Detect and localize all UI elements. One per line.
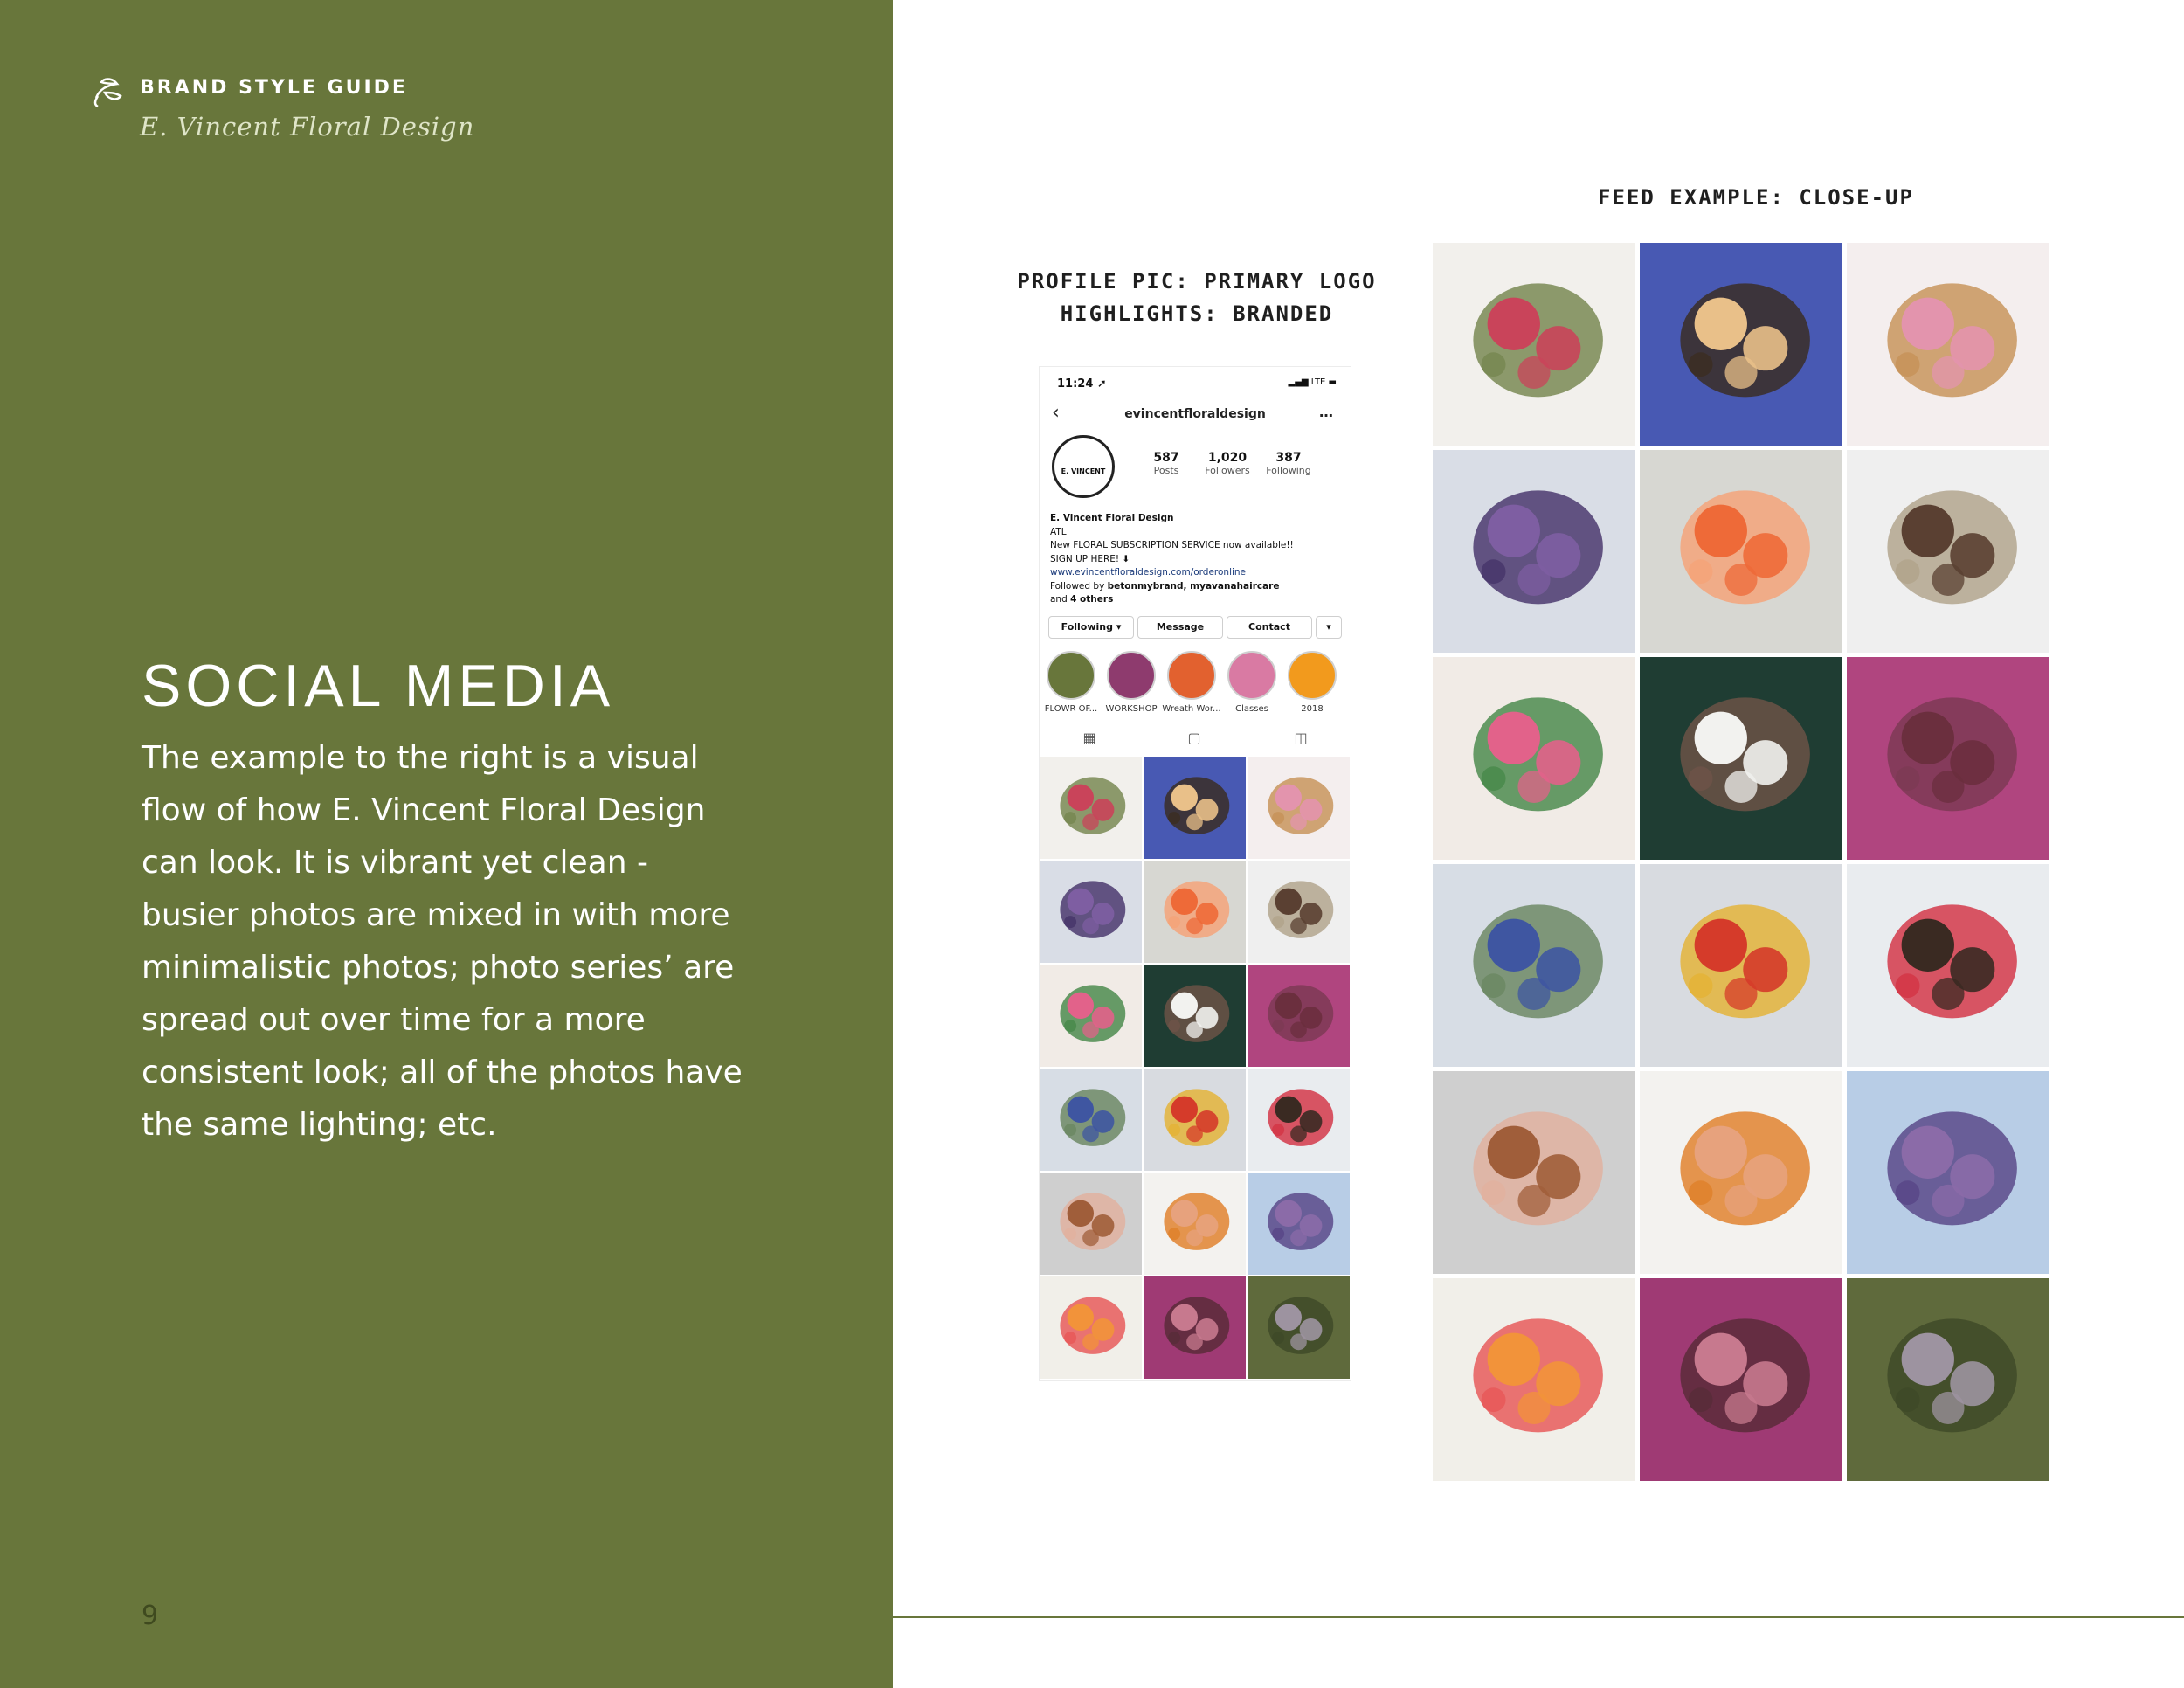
stat-followers-number: 1,020 (1207, 451, 1248, 465)
igtv-icon[interactable]: ▢ (1187, 730, 1201, 746)
photo-image (1040, 965, 1142, 1067)
grid-view-icon[interactable]: ▦ (1082, 730, 1096, 746)
and-prefix: and (1050, 594, 1071, 605)
photo-image (1144, 1276, 1246, 1379)
photo-image (1640, 450, 1842, 653)
dropdown-button[interactable]: ▾ (1316, 616, 1342, 639)
highlight-label: Wreath Wor... (1162, 704, 1221, 714)
feed-photo[interactable] (1847, 450, 2049, 653)
highlight-circle[interactable] (1288, 651, 1337, 700)
photo-image (1433, 243, 1635, 446)
profile-photo-grid (1040, 757, 1351, 1379)
feed-photo[interactable] (1640, 864, 1842, 1067)
profile-avatar[interactable] (1052, 435, 1115, 498)
back-icon[interactable]: ‹ (1052, 402, 1060, 424)
highlight-circle[interactable] (1227, 651, 1276, 700)
photo-image (1040, 1276, 1142, 1379)
photo-image (1640, 657, 1842, 860)
photo-image (1640, 864, 1842, 1067)
caption-highlights: HIGHLIGHTS: BRANDED (1060, 301, 1334, 326)
feed-photo[interactable] (1433, 243, 1635, 446)
profile-grid-photo[interactable] (1040, 1069, 1142, 1171)
highlight-circle[interactable] (1107, 651, 1156, 700)
photo-image (1847, 1278, 2049, 1481)
feed-photo[interactable] (1847, 1071, 2049, 1274)
photo-image (1248, 1173, 1350, 1275)
highlight-circle[interactable] (1167, 651, 1216, 700)
photo-image (1040, 757, 1142, 859)
message-button[interactable]: Message (1137, 616, 1223, 639)
feed-photo[interactable] (1640, 243, 1842, 446)
photo-image (1847, 450, 2049, 653)
leaf-logo-icon (91, 73, 126, 108)
feed-photo[interactable] (1433, 1278, 1635, 1481)
profile-grid-photo[interactable] (1040, 757, 1142, 859)
photo-image (1847, 1071, 2049, 1274)
photo-image (1144, 1069, 1246, 1171)
stat-following[interactable] (1258, 451, 1319, 476)
profile-grid-photo[interactable] (1248, 861, 1350, 963)
profile-grid-photo[interactable] (1040, 1173, 1142, 1275)
profile-grid-photo[interactable] (1144, 861, 1246, 963)
photo-image (1847, 243, 2049, 446)
section-body: The example to the right is a visual flow of how E. Vincent Floral Design can look. It is vibrant yet clean - busier photos are mixed in with more minimalistic photos; photo series’ are spread out over time for a more consistent look; all of the photos have the same lighting; etc. (142, 740, 743, 1143)
followed-prefix: Followed by (1050, 580, 1108, 591)
feed-photo[interactable] (1847, 864, 2049, 1067)
highlight-label: Classes (1235, 704, 1268, 714)
photo-image (1433, 450, 1635, 653)
feed-photo[interactable] (1640, 450, 1842, 653)
profile-grid-photo[interactable] (1144, 1173, 1246, 1275)
status-signal-icon: ▂▄▆ LTE ▬ (1288, 377, 1337, 387)
contact-button[interactable]: Contact (1227, 616, 1312, 639)
avatar-logo-text: E. VINCENT (1061, 467, 1106, 475)
photo-image (1248, 861, 1350, 963)
profile-grid-photo[interactable] (1040, 861, 1142, 963)
bio-link[interactable]: www.evincentfloraldesign.com/orderonline (1050, 567, 1247, 578)
photo-image (1144, 1173, 1246, 1275)
status-time: 11:24 ➚ (1057, 377, 1107, 391)
bio-name: E. Vincent Floral Design (1050, 513, 1174, 523)
stat-posts[interactable] (1136, 451, 1197, 476)
and-others-link[interactable]: 4 others (1070, 594, 1114, 605)
photo-image (1640, 1071, 1842, 1274)
profile-grid-photo[interactable] (1144, 757, 1246, 859)
photo-image (1040, 1173, 1142, 1275)
photo-image (1847, 864, 2049, 1067)
photo-image (1144, 757, 1246, 859)
section-title: SOCIAL MEDIA (142, 652, 615, 719)
stat-posts-number: 587 (1153, 451, 1179, 465)
bio-followed-by (1050, 580, 1347, 594)
left-panel (0, 0, 893, 1688)
feed-photo[interactable] (1847, 243, 2049, 446)
feed-photo[interactable] (1847, 657, 2049, 860)
photo-image (1433, 864, 1635, 1067)
photo-image (1144, 861, 1246, 963)
profile-grid-photo[interactable] (1144, 1276, 1246, 1379)
feed-photo[interactable] (1847, 1278, 2049, 1481)
profile-username: evincentfloraldesign (1124, 407, 1266, 421)
bio-location: ATL (1050, 526, 1067, 537)
brand-subtitle: E. Vincent Floral Design (140, 112, 475, 142)
highlight-circle[interactable] (1047, 651, 1095, 700)
feed-photo[interactable] (1433, 657, 1635, 860)
profile-grid-photo[interactable] (1248, 757, 1350, 859)
photo-image (1248, 1069, 1350, 1171)
feed-photo[interactable] (1640, 1278, 1842, 1481)
feed-photo[interactable] (1640, 1071, 1842, 1274)
highlight-label: WORKSHOP (1105, 704, 1158, 714)
photo-image (1248, 757, 1350, 859)
profile-grid-photo[interactable] (1144, 965, 1246, 1067)
photo-image (1144, 965, 1246, 1067)
feed-photo[interactable] (1433, 450, 1635, 653)
stat-posts-label: Posts (1153, 465, 1179, 476)
photo-image (1040, 861, 1142, 963)
stat-followers-label: Followers (1205, 465, 1250, 476)
photo-image (1433, 1278, 1635, 1481)
bio-and-others (1050, 593, 1347, 607)
page-number: 9 (142, 1601, 159, 1631)
profile-grid-photo[interactable] (1248, 1276, 1350, 1379)
highlight-label: FLOWR OF... (1044, 704, 1098, 714)
highlight-label: 2018 (1301, 704, 1324, 714)
following-button[interactable]: Following ▾ (1048, 616, 1134, 639)
profile-grid-photo[interactable] (1144, 1069, 1246, 1171)
feed-photo[interactable] (1640, 657, 1842, 860)
feed-photo[interactable] (1433, 1071, 1635, 1274)
profile-grid-photo[interactable] (1248, 1069, 1350, 1171)
instagram-profile-screenshot (1040, 367, 1351, 1380)
bio-line2: SIGN UP HERE! ⬇ (1050, 553, 1130, 564)
bio-line1: New FLORAL SUBSCRIPTION SERVICE now available!! (1050, 540, 1294, 550)
photo-image (1433, 657, 1635, 860)
caption-feed-example: FEED EXAMPLE: CLOSE-UP (1598, 185, 1914, 210)
profile-grid-photo[interactable] (1040, 965, 1142, 1067)
photo-image (1640, 1278, 1842, 1481)
brand-title: BRAND STYLE GUIDE (140, 77, 408, 99)
photo-image (1433, 1071, 1635, 1274)
stat-followers[interactable] (1197, 451, 1258, 476)
photo-image (1248, 965, 1350, 1067)
photo-image (1040, 1069, 1142, 1171)
more-options-icon[interactable]: … (1319, 404, 1333, 420)
profile-grid-photo[interactable] (1248, 965, 1350, 1067)
photo-image (1847, 657, 2049, 860)
followed-names[interactable]: betonmybrand, myavanahaircare (1107, 580, 1280, 591)
feed-photo[interactable] (1433, 864, 1635, 1067)
profile-grid-photo[interactable] (1248, 1173, 1350, 1275)
stat-following-number: 387 (1275, 451, 1302, 465)
stat-following-label: Following (1266, 465, 1311, 476)
footer-divider (199, 1616, 2184, 1618)
profile-grid-photo[interactable] (1040, 1276, 1142, 1379)
tagged-photos-icon[interactable]: ◫ (1294, 730, 1308, 746)
profile-bio (1050, 512, 1347, 607)
photo-image (1248, 1276, 1350, 1379)
feed-example-grid (1433, 243, 2049, 1481)
caption-profile-pic: PROFILE PIC: PRIMARY LOGO (1017, 269, 1377, 294)
photo-image (1640, 243, 1842, 446)
